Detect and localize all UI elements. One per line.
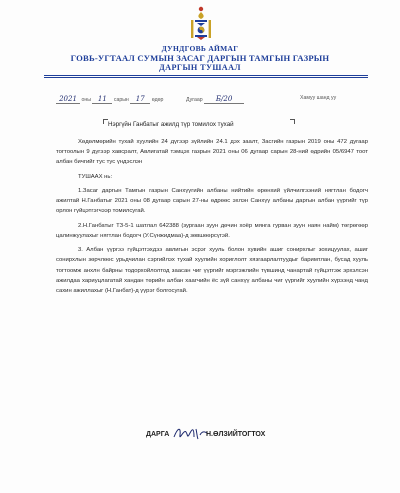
date-field <box>56 95 163 104</box>
document-type: ДАРГЫН ТУШААЛ <box>159 63 241 72</box>
soyombo-emblem-icon <box>188 6 214 42</box>
subject-corner-right <box>290 119 295 124</box>
date-year: 2021 <box>56 95 80 104</box>
number-field <box>186 95 244 104</box>
number-label: Дугаар <box>186 97 203 103</box>
preamble-paragraph: Хөдөлмөрийн тухай хуулийн 24 дүгээр зүйлийн 24.1 дэх заалт, Засгийн газрын 2019 оны 472 дугаар тогтоолын 9 дүгээр хавсралт, Авлигатай тэмцэх газрын 2021 оны 06 дугаар сарын 28-ний өдрийн 05/6947 тоот албан бичгийг тус тус үндэслэн <box>56 139 368 166</box>
order-body <box>56 137 368 300</box>
order-item-1: 1.Засаг даргын Тамгын газрын Санхүүгийн албаны нийтийн өрөнхий үйлчилгээний нягтлан бодогч ажилтай Н.Ганбатыг 2021 оны 08 дугаар сарын 27-ны өдрөөс эхлэн Санхүү албаны даргын албан үүргийг түр орлон гүйцэтгэгчээр томилсугай. <box>56 187 368 215</box>
date-day: 17 <box>130 95 150 104</box>
office-name: ГОВЬ-УГТААЛ СУМЫН ЗАСАГ ДАРГЫН ТАМГЫН ГАЗРЫН <box>70 53 330 63</box>
header-rule-thin <box>44 77 368 78</box>
year-label: оны <box>81 97 91 103</box>
month-label: сарын <box>113 97 129 103</box>
place-label: Хамуу шанд уу <box>300 95 337 101</box>
date-month: 11 <box>92 95 112 104</box>
aimag-name: ДУНДГОВЬ АЙМАГ <box>161 44 239 53</box>
subject-title: Нэргүйн Ганбатыг ажилд түр томилох тухай <box>108 121 234 128</box>
order-word: ТУШААХ нь: <box>78 173 113 180</box>
document-number: Б/20 <box>204 95 244 104</box>
signer-name: Н.ӨЛЗИЙТОГТОХ <box>206 431 266 438</box>
signer-title: ДАРГА <box>146 431 170 438</box>
day-label: өдөр <box>151 97 164 103</box>
order-item-3: 3. Албан үүргээ гүйцэтгэхдээ авлигын эсрэг хууль болон хувийн ашиг сонирхлыг зохицуулах, ашиг сонирхлын зөрчлөөс урьдчилан сэргийлэх тухай хуулийн хориглолт хязгаарлалтуудыг баримтлан, бусад хууль тогтоомж анхлн байрны тодорхойлолтод заасан чиг үүргийг мэргэжлийн түвшинд чанартай гүйцэтгэж эрхэлсэн ажилдаа хариуцлагатай хандан төрийн албан хаагчийн ёс зүй санхүү албаны чиг үүргийг хуулийн хүрээнд чанд сахин ажиллахыг (Н.Ганбат)-д үүрэг болгосугай. <box>56 247 368 294</box>
header-rule <box>44 75 368 76</box>
order-item-2: 2.Н.Ганбатыг ТЗ-5-1 шатлал 642388 (зургаан зуун дөчин хоёр мянга гурван зуун наян найм) төгрөгөөр цалинжуулахыг нягтлан бодогч (У.Сүнжидмаа)-д зөвшөөрсүгэй. <box>56 222 368 239</box>
